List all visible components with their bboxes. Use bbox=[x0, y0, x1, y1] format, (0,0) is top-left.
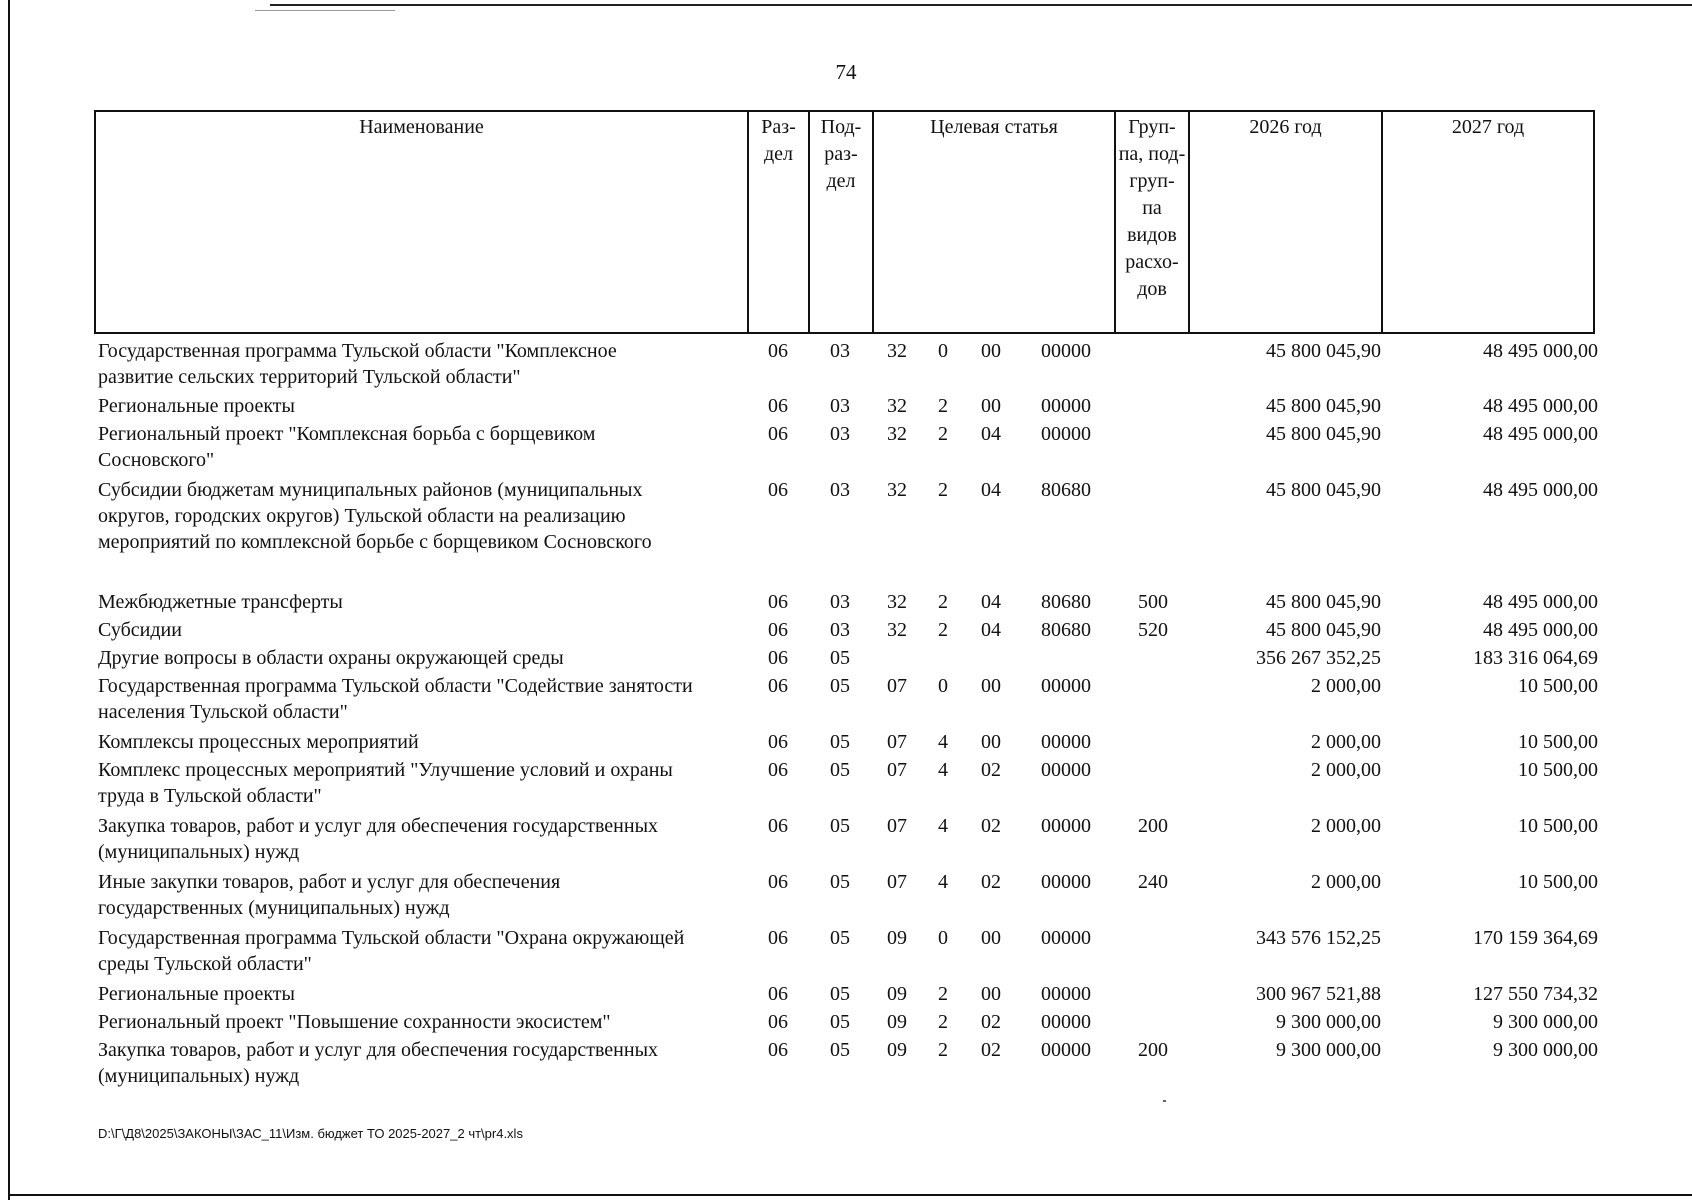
row-cs-type: 0 bbox=[938, 927, 948, 949]
row-cs-subprogram: 00 bbox=[981, 675, 1001, 697]
row-razdel: 06 bbox=[768, 479, 788, 501]
scan-edge-top-faint bbox=[255, 10, 395, 11]
row-razdel: 06 bbox=[768, 731, 788, 753]
row-amount-2026: 2 000,00 bbox=[1311, 675, 1381, 697]
row-cs-subprogram: 00 bbox=[981, 983, 1001, 1005]
page-number: 74 bbox=[835, 60, 857, 84]
row-cs-type: 4 bbox=[938, 871, 948, 893]
row-name-line: Другие вопросы в области охраны окружающей среды bbox=[98, 647, 564, 669]
header-name: Наименование bbox=[359, 116, 484, 138]
row-cs-subprogram: 00 bbox=[981, 927, 1001, 949]
row-cs-program: 32 bbox=[887, 340, 907, 362]
row-amount-2027: 48 495 000,00 bbox=[1483, 619, 1598, 641]
header-divider bbox=[1188, 110, 1190, 334]
row-podrazdel: 03 bbox=[830, 479, 850, 501]
header-vr-line: па, под- bbox=[1118, 143, 1186, 165]
row-name-line: Региональный проект "Комплексная борьба с борщевиком bbox=[98, 423, 596, 445]
row-name bbox=[98, 869, 748, 921]
row-name-line: (муниципальных) нужд bbox=[98, 1065, 300, 1087]
row-podrazdel: 05 bbox=[830, 983, 850, 1005]
row-cs-program: 32 bbox=[887, 591, 907, 613]
row-podrazdel: 03 bbox=[830, 423, 850, 445]
header-vr-line: расхо- bbox=[1125, 251, 1179, 273]
row-cs-direction: 00000 bbox=[1041, 1039, 1091, 1061]
row-name-line: развитие сельских территорий Тульской области" bbox=[98, 366, 521, 388]
row-cs-program: 07 bbox=[887, 731, 907, 753]
row-name-line: Государственная программа Тульской области "Содействие занятости bbox=[98, 675, 693, 697]
row-podrazdel: 03 bbox=[830, 591, 850, 613]
row-name bbox=[98, 393, 748, 419]
row-razdel: 06 bbox=[768, 591, 788, 613]
row-cs-direction: 00000 bbox=[1041, 731, 1091, 753]
header-vr-line: па bbox=[1142, 197, 1162, 219]
row-cs-direction: 80680 bbox=[1041, 479, 1091, 501]
row-name bbox=[98, 729, 748, 755]
row-name-line: Закупка товаров, работ и услуг для обеспечения государственных bbox=[98, 1039, 659, 1061]
row-name bbox=[98, 757, 748, 809]
header-razdel-line: дел bbox=[763, 143, 794, 165]
row-name bbox=[98, 1037, 748, 1089]
row-amount-2026: 343 576 152,25 bbox=[1256, 927, 1381, 949]
row-cs-subprogram: 02 bbox=[981, 871, 1001, 893]
row-razdel: 06 bbox=[768, 871, 788, 893]
row-cs-direction: 00000 bbox=[1041, 423, 1091, 445]
row-amount-2026: 356 267 352,25 bbox=[1256, 647, 1381, 669]
header-vr-group bbox=[1116, 114, 1188, 303]
row-name-line: Государственная программа Тульской области "Охрана окружающей bbox=[98, 927, 685, 949]
row-podrazdel: 05 bbox=[830, 647, 850, 669]
row-razdel: 06 bbox=[768, 1039, 788, 1061]
row-amount-2027: 48 495 000,00 bbox=[1483, 591, 1598, 613]
row-cs-program: 09 bbox=[887, 927, 907, 949]
header-podrazdel-line: дел bbox=[826, 170, 856, 192]
row-cs-direction: 80680 bbox=[1041, 619, 1091, 641]
row-cs-direction: 00000 bbox=[1041, 759, 1091, 781]
row-podrazdel: 05 bbox=[830, 1039, 850, 1061]
row-razdel: 06 bbox=[768, 647, 788, 669]
row-cs-type: 2 bbox=[938, 395, 948, 417]
row-name bbox=[98, 981, 748, 1007]
row-cs-program: 32 bbox=[887, 423, 907, 445]
header-divider bbox=[872, 110, 874, 334]
row-name bbox=[98, 925, 748, 977]
row-podrazdel: 05 bbox=[830, 759, 850, 781]
header-divider bbox=[1381, 110, 1383, 334]
row-name-line: Иные закупки товаров, работ и услуг для обеспечения bbox=[98, 871, 561, 893]
row-amount-2026: 300 967 521,88 bbox=[1256, 983, 1381, 1005]
row-amount-2027: 10 500,00 bbox=[1518, 871, 1598, 893]
row-name bbox=[98, 338, 748, 390]
footer-file-path: D:\Г\Д8\2025\ЗАКОНЫ\ЗАС_11\Изм. бюджет ТО 2025-2027_2 чт\pr4.xls bbox=[98, 1126, 523, 1141]
row-cs-subprogram: 00 bbox=[981, 731, 1001, 753]
header-razdel-line: Раз- bbox=[761, 116, 796, 138]
row-cs-program: 07 bbox=[887, 815, 907, 837]
row-amount-2027: 48 495 000,00 bbox=[1483, 395, 1598, 417]
row-razdel: 06 bbox=[768, 1011, 788, 1033]
row-name-line: Сосновского" bbox=[98, 449, 215, 471]
row-name bbox=[98, 645, 748, 671]
row-name-line: государственных (муниципальных) нужд bbox=[98, 897, 450, 919]
row-amount-2027: 10 500,00 bbox=[1518, 759, 1598, 781]
row-cs-direction: 00000 bbox=[1041, 395, 1091, 417]
row-podrazdel: 05 bbox=[830, 871, 850, 893]
row-amount-2026: 2 000,00 bbox=[1311, 731, 1381, 753]
row-cs-type: 2 bbox=[938, 1011, 948, 1033]
row-name-line: Региональные проекты bbox=[98, 395, 295, 417]
row-cs-direction: 00000 bbox=[1041, 983, 1091, 1005]
row-cs-subprogram: 04 bbox=[981, 619, 1001, 641]
row-name-line: Закупка товаров, работ и услуг для обеспечения государственных bbox=[98, 815, 659, 837]
row-cs-type: 0 bbox=[938, 340, 948, 362]
row-name-line: Субсидии bbox=[98, 619, 182, 641]
row-amount-2026: 45 800 045,90 bbox=[1266, 340, 1381, 362]
header-vr-line: груп- bbox=[1129, 170, 1175, 192]
row-cs-type: 4 bbox=[938, 759, 948, 781]
row-cs-program: 32 bbox=[887, 395, 907, 417]
row-razdel: 06 bbox=[768, 675, 788, 697]
row-name-line: Государственная программа Тульской области "Комплексное bbox=[98, 340, 617, 362]
row-cs-subprogram: 02 bbox=[981, 1039, 1001, 1061]
row-amount-2027: 9 300 000,00 bbox=[1493, 1039, 1598, 1061]
row-amount-2027: 183 316 064,69 bbox=[1473, 647, 1598, 669]
row-cs-subprogram: 02 bbox=[981, 759, 1001, 781]
row-cs-subprogram: 04 bbox=[981, 591, 1001, 613]
row-name-line: мероприятий по комплексной борьбе с борщевиком Сосновского bbox=[98, 531, 652, 553]
row-podrazdel: 05 bbox=[830, 731, 850, 753]
row-cs-direction: 00000 bbox=[1041, 1011, 1091, 1033]
row-name-line: труда в Тульской области" bbox=[98, 785, 322, 807]
row-name bbox=[98, 673, 748, 725]
row-cs-program: 09 bbox=[887, 1039, 907, 1061]
row-razdel: 06 bbox=[768, 815, 788, 837]
row-cs-program: 07 bbox=[887, 871, 907, 893]
row-name bbox=[98, 589, 748, 615]
row-vr: 500 bbox=[1138, 591, 1168, 613]
row-cs-type: 2 bbox=[938, 1039, 948, 1061]
row-amount-2027: 170 159 364,69 bbox=[1473, 927, 1598, 949]
header-vr-line: видов bbox=[1127, 224, 1177, 246]
row-cs-type: 0 bbox=[938, 675, 948, 697]
row-amount-2027: 48 495 000,00 bbox=[1483, 479, 1598, 501]
row-amount-2027: 48 495 000,00 bbox=[1483, 340, 1598, 362]
row-vr: 200 bbox=[1138, 815, 1168, 837]
row-cs-type: 2 bbox=[938, 591, 948, 613]
row-cs-direction: 00000 bbox=[1041, 340, 1091, 362]
row-cs-direction: 80680 bbox=[1041, 591, 1091, 613]
row-name-line: среды Тульской области" bbox=[98, 953, 312, 975]
row-name-line: населения Тульской области" bbox=[98, 701, 348, 723]
row-cs-type: 2 bbox=[938, 423, 948, 445]
row-name bbox=[98, 421, 748, 473]
row-amount-2026: 45 800 045,90 bbox=[1266, 591, 1381, 613]
row-cs-program: 32 bbox=[887, 479, 907, 501]
row-podrazdel: 03 bbox=[830, 340, 850, 362]
row-cs-type: 2 bbox=[938, 479, 948, 501]
row-amount-2026: 45 800 045,90 bbox=[1266, 423, 1381, 445]
header-podrazdel-line: раз- bbox=[824, 143, 858, 165]
header-vr-line: Груп- bbox=[1128, 116, 1176, 138]
row-cs-subprogram: 00 bbox=[981, 340, 1001, 362]
header-year-2026: 2026 год bbox=[1249, 116, 1322, 138]
row-cs-direction: 00000 bbox=[1041, 675, 1091, 697]
row-cs-subprogram: 00 bbox=[981, 395, 1001, 417]
row-name bbox=[98, 1009, 748, 1035]
row-amount-2027: 48 495 000,00 bbox=[1483, 423, 1598, 445]
scan-speck bbox=[1163, 1100, 1166, 1102]
row-name-line: Комплексы процессных мероприятий bbox=[98, 731, 419, 753]
row-cs-subprogram: 04 bbox=[981, 479, 1001, 501]
row-name bbox=[98, 813, 748, 865]
row-cs-subprogram: 04 bbox=[981, 423, 1001, 445]
row-cs-program: 32 bbox=[887, 619, 907, 641]
row-amount-2026: 2 000,00 bbox=[1311, 759, 1381, 781]
row-cs-type: 2 bbox=[938, 619, 948, 641]
row-cs-type: 2 bbox=[938, 983, 948, 1005]
row-podrazdel: 05 bbox=[830, 927, 850, 949]
row-razdel: 06 bbox=[768, 340, 788, 362]
row-amount-2026: 9 300 000,00 bbox=[1276, 1011, 1381, 1033]
row-amount-2026: 45 800 045,90 bbox=[1266, 395, 1381, 417]
row-amount-2027: 9 300 000,00 bbox=[1493, 1011, 1598, 1033]
row-razdel: 06 bbox=[768, 619, 788, 641]
row-vr: 200 bbox=[1138, 1039, 1168, 1061]
row-amount-2026: 9 300 000,00 bbox=[1276, 1039, 1381, 1061]
row-cs-program: 07 bbox=[887, 759, 907, 781]
row-podrazdel: 03 bbox=[830, 619, 850, 641]
row-name-line: Субсидии бюджетам муниципальных районов (муниципальных bbox=[98, 479, 643, 501]
row-amount-2027: 10 500,00 bbox=[1518, 675, 1598, 697]
row-podrazdel: 05 bbox=[830, 675, 850, 697]
row-name-line: Комплекс процессных мероприятий "Улучшение условий и охраны bbox=[98, 759, 673, 781]
header-razdel bbox=[749, 114, 808, 168]
row-cs-direction: 00000 bbox=[1041, 871, 1091, 893]
row-cs-program: 07 bbox=[887, 675, 907, 697]
row-name-line: округов, городских округов) Тульской области на реализацию bbox=[98, 505, 626, 527]
scan-edge-bottom bbox=[8, 1194, 1692, 1196]
row-amount-2027: 127 550 734,32 bbox=[1473, 983, 1598, 1005]
row-cs-subprogram: 02 bbox=[981, 1011, 1001, 1033]
header-podrazdel-line: Под- bbox=[820, 116, 862, 138]
scan-edge-left bbox=[8, 0, 10, 1200]
row-razdel: 06 bbox=[768, 927, 788, 949]
row-amount-2026: 45 800 045,90 bbox=[1266, 479, 1381, 501]
header-vr-line: дов bbox=[1137, 278, 1167, 300]
row-podrazdel: 03 bbox=[830, 395, 850, 417]
row-vr: 240 bbox=[1138, 871, 1168, 893]
row-amount-2026: 45 800 045,90 bbox=[1266, 619, 1381, 641]
row-razdel: 06 bbox=[768, 759, 788, 781]
row-razdel: 06 bbox=[768, 983, 788, 1005]
row-podrazdel: 05 bbox=[830, 1011, 850, 1033]
row-amount-2027: 10 500,00 bbox=[1518, 731, 1598, 753]
header-target-article: Целевая статья bbox=[930, 116, 1058, 138]
row-vr: 520 bbox=[1138, 619, 1168, 641]
row-name-line: Региональный проект "Повышение сохранности экосистем" bbox=[98, 1011, 611, 1033]
row-cs-type: 4 bbox=[938, 731, 948, 753]
row-amount-2026: 2 000,00 bbox=[1311, 871, 1381, 893]
row-name bbox=[98, 617, 748, 643]
row-razdel: 06 bbox=[768, 395, 788, 417]
row-name bbox=[98, 477, 748, 555]
row-cs-subprogram: 02 bbox=[981, 815, 1001, 837]
row-amount-2027: 10 500,00 bbox=[1518, 815, 1598, 837]
header-year-2027: 2027 год bbox=[1451, 116, 1525, 138]
row-name-line: (муниципальных) нужд bbox=[98, 841, 300, 863]
row-razdel: 06 bbox=[768, 423, 788, 445]
row-cs-program: 09 bbox=[887, 983, 907, 1005]
row-name-line: Региональные проекты bbox=[98, 983, 295, 1005]
scan-edge-top bbox=[270, 4, 1692, 6]
row-name-line: Межбюджетные трансферты bbox=[98, 591, 343, 613]
row-cs-direction: 00000 bbox=[1041, 927, 1091, 949]
row-amount-2026: 2 000,00 bbox=[1311, 815, 1381, 837]
row-cs-program: 09 bbox=[887, 1011, 907, 1033]
row-cs-direction: 00000 bbox=[1041, 815, 1091, 837]
row-cs-type: 4 bbox=[938, 815, 948, 837]
row-podrazdel: 05 bbox=[830, 815, 850, 837]
header-podrazdel bbox=[810, 114, 872, 195]
